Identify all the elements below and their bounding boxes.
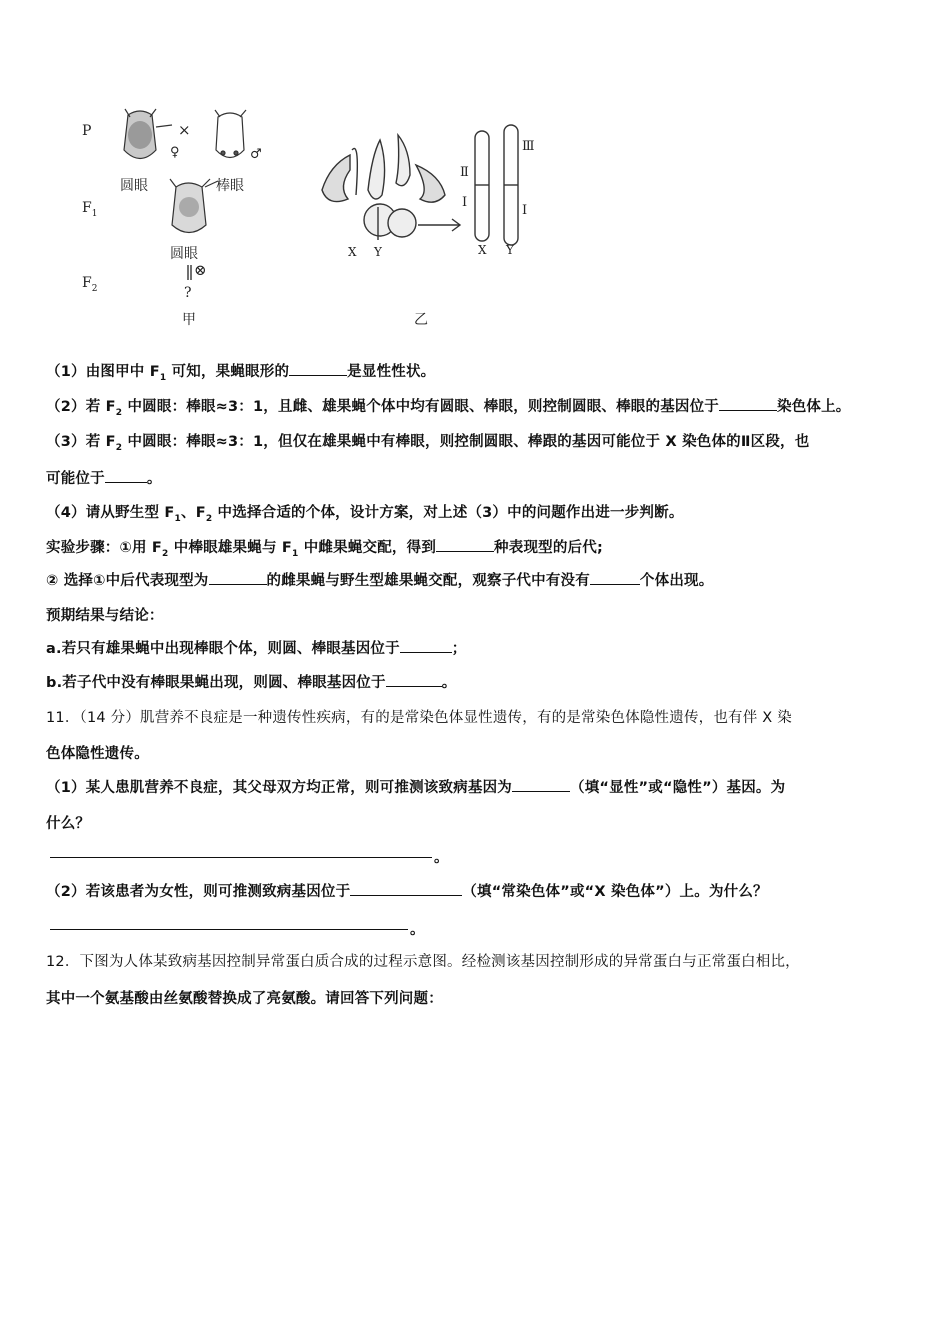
question-mark: ? bbox=[184, 285, 192, 301]
bar-eye-label: 棒眼 bbox=[216, 178, 244, 194]
round-eye-female-fly bbox=[124, 109, 172, 159]
q10-line-3: （3）若 $F_2$ 中圆眼：棒眼≈3：1，但仅在雄果蝇中有棒眼，则控制圆眼、棒跟的基因可能位于 X 染色体的Ⅱ区段，也 bbox=[46, 434, 810, 453]
blank-3[interactable] bbox=[105, 470, 147, 483]
fly-drawings bbox=[70, 95, 270, 335]
q10-line-8: 预期结果与结论： bbox=[46, 608, 164, 624]
q10-line-6: 实验步骤：①用 $F_2$ 中棒眼雄果蝇与 $F_1$ 中雌果蝇交配，得到 种表现型的后代; bbox=[46, 540, 603, 559]
blank-7[interactable] bbox=[400, 640, 452, 653]
cross-symbol: × bbox=[178, 121, 191, 139]
figure-jia bbox=[70, 95, 270, 335]
blank-6[interactable] bbox=[590, 572, 640, 585]
caption-yi: 乙 bbox=[414, 312, 428, 328]
q10-line-2: （2）若 $F_2$ 中圆眼：棒眼≈3：1，且雌、雄果蝇个体中均有圆眼、棒眼，则控制圆眼、棒眼的基因位于 染色体上。 bbox=[46, 399, 851, 418]
female-symbol: ♀ bbox=[170, 145, 180, 160]
q12-line-2: 其中一个氨基酸由丝氨酸替换成了亮氨酸。请回答下列问题： bbox=[46, 991, 443, 1007]
round-eye-label-p: 圆眼 bbox=[120, 178, 148, 194]
q10-line-9: a.若只有雄果蝇中出现棒眼个体，则圆、棒眼基因位于 ； bbox=[46, 641, 467, 657]
blank-1[interactable] bbox=[289, 363, 347, 376]
chromosome-drawing bbox=[310, 95, 570, 295]
selfcross-symbol: ⊗ bbox=[194, 261, 207, 279]
region-ii-label: Ⅱ bbox=[460, 165, 469, 180]
blank-5[interactable] bbox=[209, 572, 267, 585]
answer-line-1[interactable] bbox=[50, 856, 432, 858]
row-label-p: P bbox=[82, 123, 92, 139]
q11-part-2: （2）若该患者为女性，则可推测致病基因位于 （填“常染色体”或“X 染色体”）上。为什么？ bbox=[46, 884, 768, 900]
q11-part-1: （1）某人患肌营养不良症，其父母双方均正常，则可推测该致病基因为 （填“显性”或“隐性”）基因。为 bbox=[46, 780, 786, 796]
small-y-label: Y bbox=[374, 245, 382, 259]
blank-2[interactable] bbox=[719, 398, 777, 411]
answer-line-2[interactable] bbox=[50, 928, 408, 930]
region-i-right-label: Ⅰ bbox=[522, 203, 528, 218]
y-chromosome-label: Y bbox=[506, 243, 514, 257]
bar-eye-male-fly bbox=[215, 110, 246, 158]
q11-heading-cont: 色体隐性遗传。 bbox=[46, 746, 149, 762]
q11-heading: 11．（14 分）肌营养不良症是一种遗传性疾病，有的是常染色体显性遗传，有的是常染色体隐性遗传，也有伴 X 染 bbox=[46, 710, 792, 726]
small-x-label: X bbox=[348, 245, 357, 259]
blank-10[interactable] bbox=[350, 883, 462, 896]
row-label-f2: $F_2$ bbox=[82, 275, 98, 294]
q10-line-5: （4）请从野生型 $F_1$、$F_2$ 中选择合适的个体，设计方案，对上述（3）中的问题作出进一步判断。 bbox=[46, 505, 684, 524]
genetics-figure bbox=[70, 95, 570, 335]
q10-line-1: （1）由图甲中 $F_1$ 可知，果蝇眼形的 是显性性状。 bbox=[46, 364, 436, 383]
region-iii-label: Ⅲ bbox=[522, 139, 535, 154]
blank-8[interactable] bbox=[386, 674, 442, 687]
x-chromosome-label: X bbox=[478, 243, 487, 257]
answer-line-1-end: 。 bbox=[434, 850, 449, 866]
row-label-f1: $F_1$ bbox=[82, 200, 98, 219]
male-symbol: ♂ bbox=[250, 147, 262, 162]
answer-line-2-end: 。 bbox=[410, 922, 425, 938]
q10-line-7: ② 选择①中后代表现型为 的雌果蝇与野生型雄果蝇交配，观察子代中有没有 个体出现。 bbox=[46, 573, 714, 589]
round-eye-label-f1: 圆眼 bbox=[170, 246, 198, 262]
q12-line-1: 12．下图为人体某致病基因控制异常蛋白质合成的过程示意图。经检测该基因控制形成的异常蛋白与正常蛋白相比， bbox=[46, 954, 800, 970]
figure-yi bbox=[310, 95, 570, 335]
q11-part-1-cont: 什么？ bbox=[46, 816, 91, 832]
region-i-left-label: Ⅰ bbox=[462, 195, 468, 210]
q10-line-10: b.若子代中没有棒眼果蝇出现，则圆、棒眼基因位于 。 bbox=[46, 675, 457, 691]
blank-9[interactable] bbox=[512, 779, 570, 792]
blank-4[interactable] bbox=[436, 539, 494, 552]
q10-line-4: 可能位于 。 bbox=[46, 471, 162, 487]
caption-jia: 甲 bbox=[182, 312, 196, 328]
